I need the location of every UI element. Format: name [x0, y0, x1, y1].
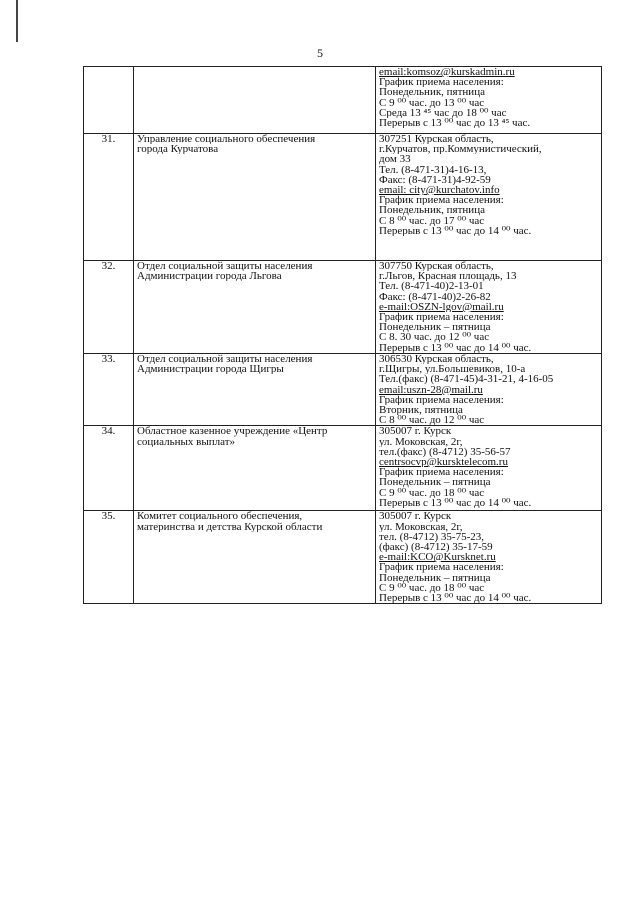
contact-line: тел. (8-4712) 35-75-23, — [379, 531, 484, 543]
contact-line: 305007 г. Курск — [379, 426, 452, 437]
contact-details — [376, 511, 602, 604]
row-number: 34. — [84, 426, 134, 511]
institution-name — [134, 426, 376, 511]
contact-line: ул. Моковская, 2г, — [379, 521, 463, 532]
table-row-35 — [84, 511, 602, 604]
row-number — [84, 67, 134, 134]
institution-name-line: города Курчатова — [137, 144, 219, 155]
contact-line: дом 33 — [379, 154, 411, 165]
institution-name-line: Областное казенное учреждение «Центр — [137, 426, 328, 437]
institution-name — [134, 261, 376, 354]
contact-line: С 9 ⁰⁰ час. до 18 ⁰⁰ час — [379, 487, 485, 498]
contact-details — [376, 261, 602, 354]
institution-name-line: социальных выплат» — [137, 436, 236, 447]
institution-name — [134, 134, 376, 261]
email-link[interactable]: e-mail:OSZN-lgov@mail.ru — [379, 301, 504, 313]
contact-line: Факс: (8-471-40)2-26-82 — [379, 291, 491, 302]
contact-line: Перерыв с 13 ⁰⁰ час до 14 ⁰⁰ час. — [379, 497, 532, 509]
contact-line: График приема населения: — [379, 195, 504, 206]
contact-line: Среда 13 ⁴⁵ час до 18 ⁰⁰ час — [379, 107, 507, 119]
contact-line: С 8. 30 час. до 12 ⁰⁰ час — [379, 332, 490, 343]
contact-line: Понедельник, пятница — [379, 87, 485, 98]
contact-line: График приема населения: — [379, 394, 504, 406]
institution-name-line: Управление социального обеспечения — [137, 134, 316, 145]
institution-name-line: Комитет социального обеспечения, — [137, 511, 303, 522]
contact-line: Перерыв с 13 ⁰⁰ час до 14 ⁰⁰ час. — [379, 342, 532, 353]
institution-name — [134, 67, 376, 134]
table-row-31 — [84, 134, 602, 261]
institution-name-line: Отдел социальной защиты населения — [137, 261, 313, 272]
page-number: 5 — [317, 46, 323, 60]
email-link[interactable]: email:uszn-28@mail.ru — [379, 384, 483, 395]
contact-line: Перерыв с 13 ⁰⁰ час до 13 ⁴⁵ час. — [379, 118, 531, 129]
contact-line: Понедельник – пятница — [379, 477, 491, 488]
contact-line: График приема населения: — [379, 77, 504, 88]
contact-line: 305007 г. Курск — [379, 511, 452, 522]
contact-line: С 8 ⁰⁰ час. до 12 ⁰⁰ час — [379, 415, 485, 426]
table-row-continuation — [84, 67, 602, 134]
contact-line: Тел.(факс) (8-471-45)4-31-21, 4-16-05 — [379, 374, 554, 385]
institution-name — [134, 511, 376, 604]
contact-line: С 9 ⁰⁰ час. до 18 ⁰⁰ час — [379, 582, 485, 594]
table-row-34 — [84, 426, 602, 511]
table-row-32 — [84, 261, 602, 354]
institutions-table — [83, 66, 602, 604]
institution-name-line: материнства и детства Курской области — [137, 521, 323, 532]
contact-line: График приема населения: — [379, 562, 504, 573]
contact-line: График приема населения: — [379, 467, 504, 478]
email-link[interactable]: email: city@kurchatov.info — [379, 185, 500, 196]
contact-line: График приема населения: — [379, 312, 504, 323]
email-link[interactable]: centrsocvp@kursktelecom.ru — [379, 457, 508, 468]
contact-line: Перерыв с 13 ⁰⁰ час до 14 ⁰⁰ час. — [379, 225, 532, 237]
row-number: 33. — [84, 354, 134, 426]
contact-details — [376, 354, 602, 426]
contact-line: Понедельник, пятница — [379, 205, 485, 216]
contact-line: г.Льгов, Красная площадь, 13 — [379, 271, 517, 282]
row-number: 31. — [84, 134, 134, 261]
contact-line: 307251 Курская область, — [379, 134, 494, 145]
contact-line: Понедельник – пятница — [379, 572, 491, 583]
email-link[interactable]: e-mail:KCO@Kursknet.ru — [379, 552, 496, 563]
contact-line: Тел. (8-471-31)4-16-13, — [379, 164, 487, 175]
contact-line: г.Щигры, ул.Большевиков, 10-а — [379, 364, 526, 375]
institutions-table-body — [84, 67, 602, 604]
contact-details — [376, 426, 602, 511]
institution-name-line: Отдел социальной защиты населения — [137, 354, 313, 365]
contact-line: тел.(факс) (8-4712) 35-56-57 — [379, 446, 511, 458]
institution-name-line: Администрации города Льгова — [137, 271, 282, 282]
contact-line: Перерыв с 13 ⁰⁰ час до 14 ⁰⁰ час. — [379, 593, 532, 604]
scan-edge-mark — [16, 0, 18, 42]
contact-line: С 8 ⁰⁰ час. до 17 ⁰⁰ час — [379, 215, 485, 226]
contact-line: С 9 ⁰⁰ час. до 13 ⁰⁰ час — [379, 97, 485, 108]
contact-details — [376, 134, 602, 261]
contact-line: 306530 Курская область, — [379, 354, 494, 365]
contact-line: Понедельник – пятница — [379, 322, 491, 333]
contact-details — [376, 67, 602, 134]
institution-name — [134, 354, 376, 426]
contact-line: Тел. (8-471-40)2-13-01 — [379, 281, 484, 292]
contact-line: ул. Моковская, 2г, — [379, 436, 463, 447]
contact-line: 307750 Курская область, — [379, 261, 494, 272]
email-link[interactable]: email:komsoz@kurskadmin.ru — [379, 67, 515, 78]
contact-line: г.Курчатов, пр.Коммунистический, — [379, 144, 542, 155]
contact-line: Факс: (8-471-31)4-92-59 — [379, 174, 491, 186]
row-number: 35. — [84, 511, 134, 604]
row-number: 32. — [84, 261, 134, 354]
table-row-33 — [84, 354, 602, 426]
contact-line: (факс) (8-4712) 35-17-59 — [379, 542, 493, 553]
institution-name-line: Администрации города Щигры — [137, 364, 284, 375]
contact-line: Вторник, пятница — [379, 405, 463, 416]
